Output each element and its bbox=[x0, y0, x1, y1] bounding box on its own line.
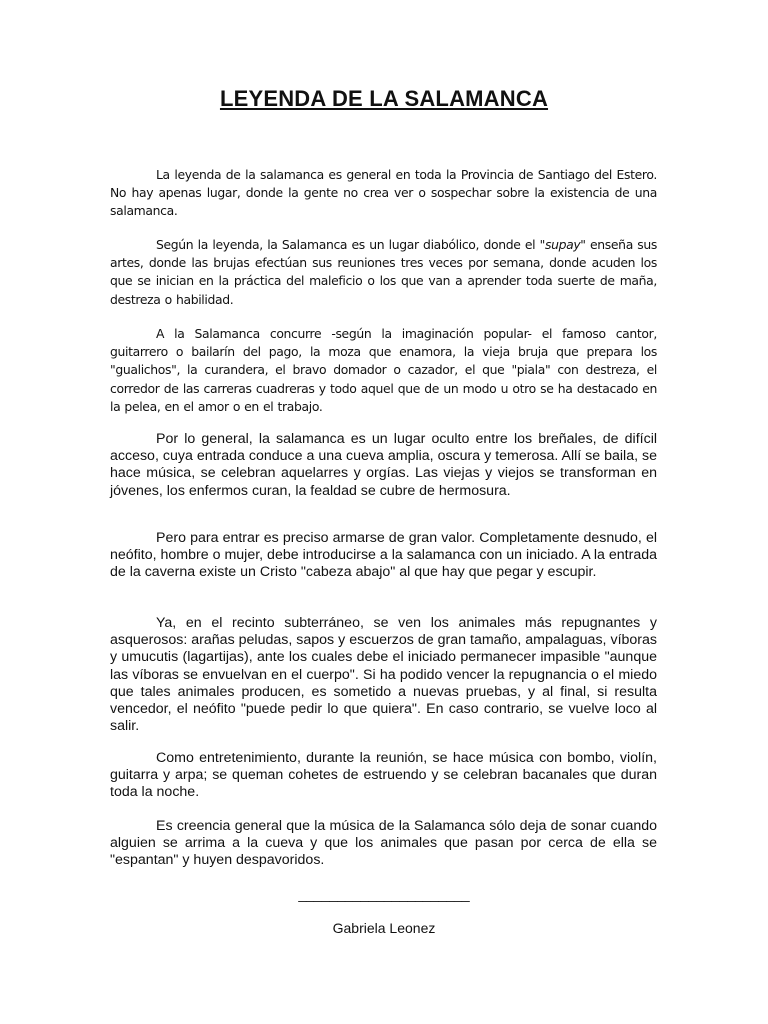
paragraph-8: Es creencia general que la música de la Salamanca sólo deja de sonar cuando alguien se arrima a la cueva y que los animales que pasan por cerca de ella se "espantan" y huyen despavoridos. bbox=[110, 818, 657, 869]
document-title: LEYENDA DE LA SALAMANCA bbox=[219, 86, 549, 111]
paragraph-6: Ya, en el recinto subterráneo, se ven los animales más repugnantes y asquerosos: arañas peludas, sapos y escuerzos de gran tamaño, ampalaguas, víboras y umucutis (lagartijas), ante los cuales debe el iniciado permanecer impasible "aunque las víboras se envuelvan en el cuerpo". Si ha podido vencer la repugnancia o el miedo que tales animales producen, es sometido a nuevas pruebas, y al final, si resulta vencedor, el neófito "puede pedir lo que quiera". En caso contrario, se vuelve loco al salir. bbox=[110, 615, 657, 735]
paragraph-2 bbox=[110, 236, 657, 309]
paragraph-2-text-end: enseña sus artes, donde las brujas efectúan sus reuniones tres veces por semana, donde acuden los que se inician en la práctica del maleficio o los que van a aprender toda suerte de maña, destreza o habilidad. bbox=[110, 237, 658, 307]
signature-line: ______________________ bbox=[298, 886, 470, 902]
paragraph-3: A la Salamanca concurre -según la imaginación popular- el famoso cantor, guitarrero o bailarín del pago, la moza que enamora, la vieja bruja que prepara los "gualichos", la curandera, el bravo domador o cazador, el que "piala" con destreza, el corredor de las carreras cuadreras y todo aquel que de un modo u otro se ha destacado en la pelea, en el amor o en el trabajo. bbox=[110, 326, 657, 414]
paragraph-2-italic-word: "supay" bbox=[539, 237, 586, 252]
paragraph-2-text-start: Según la leyenda, la Salamanca es un lugar diabólico, donde el bbox=[156, 237, 540, 252]
paragraph-7: Como entretenimiento, durante la reunión, se hace música con bombo, violín, guitarra y arpa; se queman cohetes de estruendo y se celebran bacanales que duran toda la noche. bbox=[110, 750, 657, 801]
paragraph-1: La leyenda de la salamanca es general en toda la Provincia de Santiago del Estero. No hay apenas lugar, donde la gente no crea ver o sospechar sobre la existencia de una salamanca. bbox=[110, 167, 657, 219]
paragraph-5: Pero para entrar es preciso armarse de gran valor. Completamente desnudo, el neófito, hombre o mujer, debe introducirse a la salamanca con un iniciado. A la entrada de la caverna existe un Cristo "cabeza abajo" al que hay que pegar y escupir. bbox=[110, 530, 657, 581]
paragraph-4: Por lo general, la salamanca es un lugar oculto entre los breñales, de difícil acceso, cuya entrada conduce a una cueva amplia, oscura y temerosa. Allí se baila, se hace música, se celebran aquelarres y orgías. Las viejas y viejos se transforman en jóvenes, los enfermos curan, la fealdad se cubre de hermosura. bbox=[110, 431, 657, 499]
author-name: Gabriela Leonez bbox=[332, 920, 436, 936]
